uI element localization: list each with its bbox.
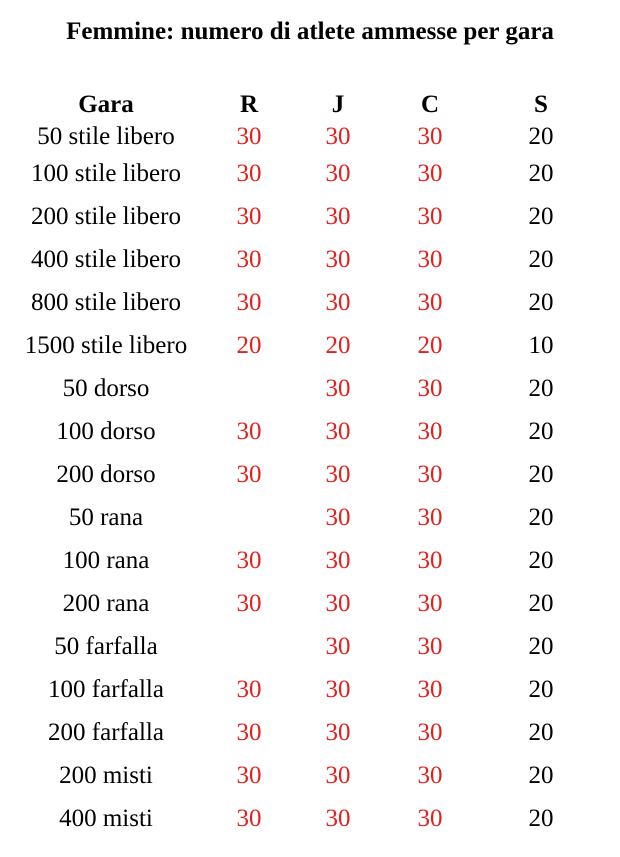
table-body — [6, 122, 606, 840]
event-name-cell: 200 farfalla — [48, 719, 164, 746]
j-count-cell: 30 — [325, 289, 351, 316]
event-name-cell: 1500 stile libero — [24, 332, 188, 359]
event-name-cell: 400 misti — [59, 805, 153, 832]
c-count-cell: 30 — [417, 504, 443, 531]
j-count-cell: 30 — [325, 805, 351, 832]
r-count-cell: 30 — [236, 160, 262, 187]
j-count-cell: 30 — [325, 719, 351, 746]
header-c: C — [420, 91, 440, 118]
s-count-cell: 20 — [528, 375, 554, 402]
r-count-cell: 30 — [236, 203, 262, 230]
s-count-cell: 20 — [528, 203, 554, 230]
c-count-cell: 30 — [417, 418, 443, 445]
event-name-cell: 50 stile libero — [37, 123, 175, 150]
j-count-cell: 30 — [325, 418, 351, 445]
j-count-cell: 30 — [325, 203, 351, 230]
event-name-cell: 400 stile libero — [31, 246, 181, 273]
s-count-cell: 20 — [528, 805, 554, 832]
s-count-cell: 20 — [528, 289, 554, 316]
table-row — [6, 625, 606, 668]
r-count-cell: 30 — [236, 805, 262, 832]
event-name-cell: 200 rana — [62, 590, 150, 617]
c-count-cell: 30 — [417, 805, 443, 832]
s-count-cell: 20 — [528, 676, 554, 703]
table-row — [6, 281, 606, 324]
event-name-cell: 200 dorso — [56, 461, 156, 488]
c-count-cell: 30 — [417, 160, 443, 187]
j-count-cell: 30 — [325, 160, 351, 187]
table-row — [6, 122, 606, 152]
event-name-cell: 50 farfalla — [54, 633, 158, 660]
r-count-cell: 30 — [236, 289, 262, 316]
j-count-cell: 30 — [325, 375, 351, 402]
event-name-cell: 200 stile libero — [31, 203, 181, 230]
s-count-cell: 20 — [528, 590, 554, 617]
c-count-cell: 30 — [417, 375, 443, 402]
event-name-cell: 50 rana — [68, 504, 144, 531]
table-row — [6, 453, 606, 496]
table-row — [6, 582, 606, 625]
event-name-cell: 800 stile libero — [31, 289, 181, 316]
j-count-cell: 30 — [325, 504, 351, 531]
header-r: R — [239, 91, 259, 118]
s-count-cell: 20 — [528, 418, 554, 445]
table-row — [6, 754, 606, 797]
r-count-cell: 30 — [236, 719, 262, 746]
c-count-cell: 30 — [417, 203, 443, 230]
r-count-cell: 30 — [236, 418, 262, 445]
r-count-cell — [206, 625, 292, 668]
event-name-cell: 200 misti — [59, 762, 153, 789]
table-row — [6, 711, 606, 754]
events-table — [6, 88, 606, 840]
r-count-cell: 30 — [236, 246, 262, 273]
c-count-cell: 30 — [417, 289, 443, 316]
event-name-cell: 100 farfalla — [48, 676, 164, 703]
s-count-cell: 20 — [528, 762, 554, 789]
s-count-cell: 20 — [528, 547, 554, 574]
r-count-cell — [206, 367, 292, 410]
s-count-cell: 20 — [528, 633, 554, 660]
j-count-cell: 30 — [325, 590, 351, 617]
table-header-row — [6, 88, 606, 122]
r-count-cell: 30 — [236, 547, 262, 574]
table-row — [6, 797, 606, 840]
s-count-cell: 20 — [528, 123, 554, 150]
c-count-cell: 30 — [417, 633, 443, 660]
j-count-cell: 30 — [325, 633, 351, 660]
j-count-cell: 30 — [325, 676, 351, 703]
c-count-cell: 30 — [417, 719, 443, 746]
r-count-cell: 30 — [236, 590, 262, 617]
s-count-cell: 20 — [528, 504, 554, 531]
c-count-cell: 30 — [417, 246, 443, 273]
c-count-cell: 30 — [417, 461, 443, 488]
c-count-cell: 30 — [417, 762, 443, 789]
table-row — [6, 539, 606, 582]
table-row — [6, 152, 606, 195]
header-gara: Gara — [78, 91, 134, 118]
r-count-cell: 30 — [236, 762, 262, 789]
j-count-cell: 30 — [325, 246, 351, 273]
s-count-cell: 20 — [528, 461, 554, 488]
event-name-cell: 100 dorso — [56, 418, 156, 445]
c-count-cell: 30 — [417, 547, 443, 574]
j-count-cell: 20 — [325, 332, 351, 359]
s-count-cell: 20 — [528, 719, 554, 746]
r-count-cell: 20 — [236, 332, 262, 359]
table-row — [6, 496, 606, 539]
j-count-cell: 30 — [325, 762, 351, 789]
table-row — [6, 668, 606, 711]
table-row — [6, 410, 606, 453]
event-name-cell: 50 dorso — [62, 375, 150, 402]
c-count-cell: 20 — [417, 332, 443, 359]
c-count-cell: 30 — [417, 123, 443, 150]
r-count-cell: 30 — [236, 461, 262, 488]
c-count-cell: 30 — [417, 590, 443, 617]
s-count-cell: 20 — [528, 246, 554, 273]
j-count-cell: 30 — [325, 123, 351, 150]
header-j: J — [331, 91, 345, 118]
page-title: Femmine: numero di atlete ammesse per gara — [66, 18, 554, 45]
table-row — [6, 195, 606, 238]
j-count-cell: 30 — [325, 461, 351, 488]
r-count-cell — [206, 496, 292, 539]
r-count-cell: 30 — [236, 676, 262, 703]
s-count-cell: 20 — [528, 160, 554, 187]
event-name-cell: 100 rana — [62, 547, 150, 574]
header-s: S — [534, 91, 548, 118]
c-count-cell: 30 — [417, 676, 443, 703]
table-row — [6, 238, 606, 281]
j-count-cell: 30 — [325, 547, 351, 574]
s-count-cell: 10 — [528, 332, 554, 359]
event-name-cell: 100 stile libero — [31, 160, 181, 187]
table-row — [6, 367, 606, 410]
r-count-cell: 30 — [236, 123, 262, 150]
table-row — [6, 324, 606, 367]
